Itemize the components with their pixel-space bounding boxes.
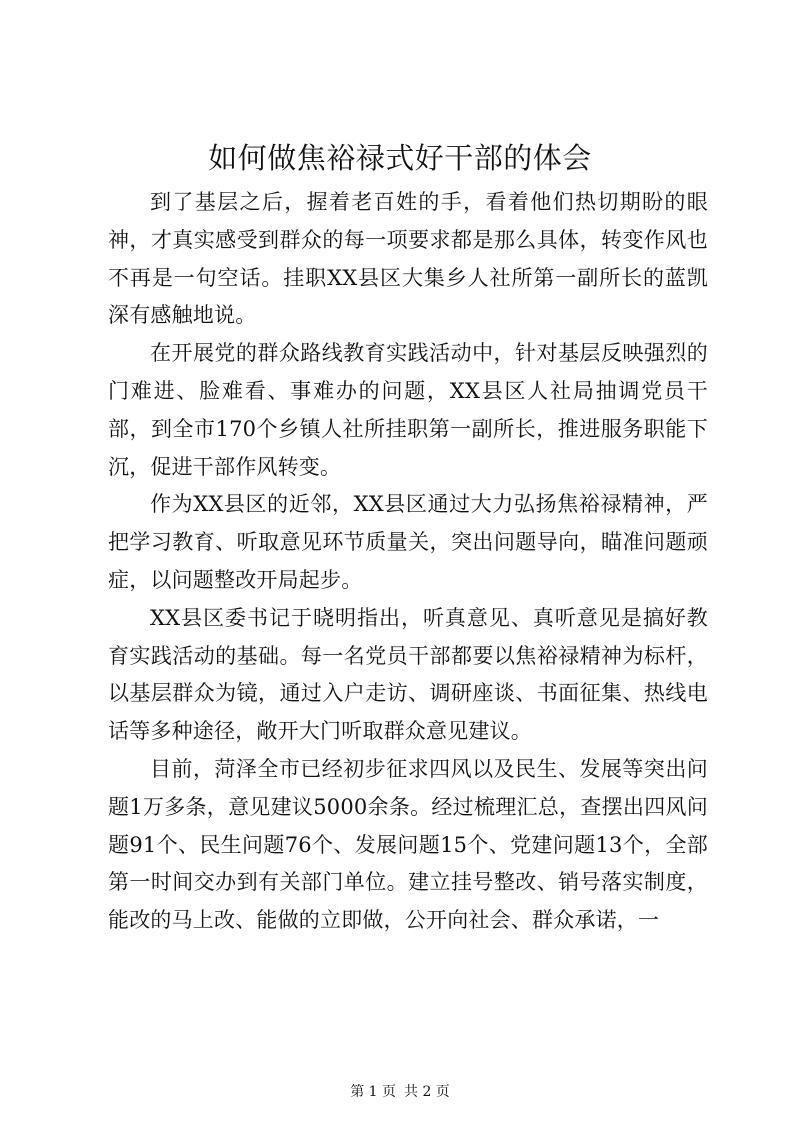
paragraph: 到了基层之后，握着老百姓的手，看着他们热切期盼的眼神，才真实感受到群众的每一项要求都是那么具体，转变作风也不再是一句空话。挂职XX县区大集乡人社所第一副所长的蓝凯深有感触地说。	[108, 190, 708, 328]
page-footer	[0, 1082, 800, 1102]
paragraph: 目前，菏泽全市已经初步征求四风以及民生、发展等突出问题1万多条，意见建议5000余条。经过梳理汇总，查摆出四风问题91个、民生问题76个、发展问题15个、党建问题13个，全部第一时间交办到有关部门单位。建立挂号整改、销号落实制度，能改的马上改、能做的立即做，公开向社会、群众承诺，一	[108, 756, 708, 933]
document-body	[108, 184, 708, 940]
document-title: 如何做焦裕禄式好干部的体会	[208, 141, 592, 175]
paragraph: 在开展党的群众路线教育实践活动中，针对基层反映强烈的门难进、脸难看、事难办的问题，XX县区人社局抽调党员干部，到全市170个乡镇人社所挂职第一副所长，推进服务职能下沉，促进干部作风转变。	[108, 341, 708, 479]
page-number: 第 1 页	[350, 1084, 396, 1100]
paragraph: 作为XX县区的近邻，XX县区通过大力弘扬焦裕禄精神，严把学习教育、听取意见环节质量关，突出问题导向，瞄准问题顽症，以问题整改开局起步。	[108, 492, 708, 592]
paragraph: XX县区委书记于晓明指出，听真意见、真听意见是搞好教育实践活动的基础。每一名党员干部都要以焦裕禄精神为标杆，以基层群众为镜，通过入户走访、调研座谈、书面征集、热线电话等多种途径，敞开大门听取群众意见建议。	[108, 605, 708, 744]
page-total: 共 2 页	[404, 1084, 450, 1100]
